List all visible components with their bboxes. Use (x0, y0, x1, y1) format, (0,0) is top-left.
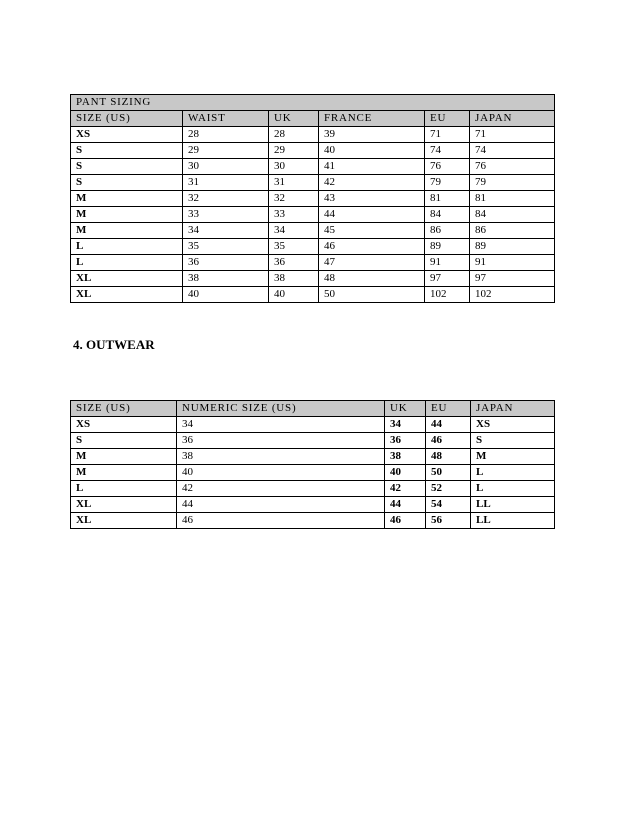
table-cell: L (471, 481, 555, 497)
table-cell: 86 (425, 223, 470, 239)
table-cell: 38 (183, 271, 269, 287)
outwear-section-title: 4. OUTWEAR (73, 337, 155, 352)
table-cell: 79 (470, 175, 555, 191)
table-cell: 38 (385, 449, 426, 465)
table-cell: 44 (426, 417, 471, 433)
table-cell: 71 (470, 127, 555, 143)
table-cell: 40 (385, 465, 426, 481)
pant-header-japan: JAPAN (470, 111, 555, 127)
table-cell: 89 (470, 239, 555, 255)
table-row (71, 287, 555, 303)
table-cell: 74 (470, 143, 555, 159)
table-cell: 46 (319, 239, 425, 255)
table-cell: 76 (425, 159, 470, 175)
table-row (71, 433, 555, 449)
table-cell: 48 (319, 271, 425, 287)
table-row (71, 481, 555, 497)
table-cell: 46 (385, 513, 426, 529)
table-cell: 32 (183, 191, 269, 207)
pant-header-size-us: SIZE (US) (71, 111, 183, 127)
table-cell: 36 (269, 255, 319, 271)
table-cell: 43 (319, 191, 425, 207)
table-cell: M (71, 465, 177, 481)
table-cell: 40 (269, 287, 319, 303)
table-cell: 40 (177, 465, 385, 481)
table-row (71, 497, 555, 513)
table-cell: 44 (177, 497, 385, 513)
table-cell: XL (71, 287, 183, 303)
outwear-header-japan: JAPAN (471, 401, 555, 417)
table-cell: 29 (269, 143, 319, 159)
table-cell: 32 (269, 191, 319, 207)
table-cell: 54 (426, 497, 471, 513)
table-cell: 89 (425, 239, 470, 255)
table-cell: 36 (183, 255, 269, 271)
table-cell: 33 (183, 207, 269, 223)
outwear-table (70, 400, 555, 529)
table-cell: S (471, 433, 555, 449)
table-cell: M (471, 449, 555, 465)
table-cell: 42 (177, 481, 385, 497)
pant-title-row (71, 95, 555, 111)
table-cell: 50 (319, 287, 425, 303)
table-cell: 28 (269, 127, 319, 143)
table-cell: 34 (183, 223, 269, 239)
table-cell: 91 (425, 255, 470, 271)
table-cell: M (71, 191, 183, 207)
table-cell: 39 (319, 127, 425, 143)
table-cell: L (71, 481, 177, 497)
pant-header-france: FRANCE (319, 111, 425, 127)
table-cell: 48 (426, 449, 471, 465)
table-cell: 102 (470, 287, 555, 303)
table-cell: 79 (425, 175, 470, 191)
table-row (71, 417, 555, 433)
table-cell: 30 (183, 159, 269, 175)
table-cell: M (71, 223, 183, 239)
table-cell: 46 (177, 513, 385, 529)
table-cell: 76 (470, 159, 555, 175)
outwear-header-row (71, 401, 555, 417)
table-cell: 36 (385, 433, 426, 449)
table-cell: 31 (183, 175, 269, 191)
table-cell: 38 (177, 449, 385, 465)
table-row (71, 449, 555, 465)
table-cell: 97 (470, 271, 555, 287)
table-cell: L (471, 465, 555, 481)
table-cell: 34 (269, 223, 319, 239)
table-cell: 86 (470, 223, 555, 239)
outwear-header-size-us: SIZE (US) (71, 401, 177, 417)
table-cell: L (71, 239, 183, 255)
pant-header-row (71, 111, 555, 127)
table-cell: LL (471, 497, 555, 513)
table-cell: 84 (470, 207, 555, 223)
table-row (71, 271, 555, 287)
table-cell: XS (71, 127, 183, 143)
table-row (71, 513, 555, 529)
outwear-header-numeric-size: NUMERIC SIZE (US) (177, 401, 385, 417)
table-cell: 36 (177, 433, 385, 449)
table-cell: XS (71, 417, 177, 433)
table-cell: L (71, 255, 183, 271)
table-cell: XL (71, 513, 177, 529)
table-row (71, 127, 555, 143)
table-cell: 29 (183, 143, 269, 159)
outwear-header-eu: EU (426, 401, 471, 417)
table-cell: 44 (385, 497, 426, 513)
pant-sizing-table (70, 94, 555, 303)
table-cell: 34 (385, 417, 426, 433)
table-cell: 28 (183, 127, 269, 143)
table-row (71, 239, 555, 255)
table-cell: S (71, 433, 177, 449)
table-cell: 34 (177, 417, 385, 433)
table-cell: 42 (319, 175, 425, 191)
table-cell: S (71, 143, 183, 159)
table-cell: LL (471, 513, 555, 529)
table-cell: M (71, 207, 183, 223)
table-cell: S (71, 159, 183, 175)
table-cell: 50 (426, 465, 471, 481)
table-cell: 45 (319, 223, 425, 239)
table-cell: 71 (425, 127, 470, 143)
pant-header-eu: EU (425, 111, 470, 127)
table-row (71, 191, 555, 207)
table-cell: XL (71, 271, 183, 287)
pant-sizing-title: PANT SIZING (71, 95, 555, 111)
table-cell: 74 (425, 143, 470, 159)
table-row (71, 255, 555, 271)
table-cell: 42 (385, 481, 426, 497)
table-cell: 46 (426, 433, 471, 449)
table-cell: 41 (319, 159, 425, 175)
table-row (71, 223, 555, 239)
table-row (71, 159, 555, 175)
pant-header-waist: WAIST (183, 111, 269, 127)
pant-header-uk: UK (269, 111, 319, 127)
table-cell: 33 (269, 207, 319, 223)
table-cell: 52 (426, 481, 471, 497)
table-cell: 102 (425, 287, 470, 303)
table-cell: 56 (426, 513, 471, 529)
table-row (71, 175, 555, 191)
table-cell: S (71, 175, 183, 191)
table-cell: 44 (319, 207, 425, 223)
table-row (71, 207, 555, 223)
table-cell: 47 (319, 255, 425, 271)
table-row (71, 143, 555, 159)
table-cell: XS (471, 417, 555, 433)
table-cell: 91 (470, 255, 555, 271)
table-cell: 31 (269, 175, 319, 191)
table-cell: 30 (269, 159, 319, 175)
table-cell: 81 (470, 191, 555, 207)
table-cell: 40 (319, 143, 425, 159)
table-cell: XL (71, 497, 177, 513)
table-cell: 40 (183, 287, 269, 303)
table-cell: M (71, 449, 177, 465)
table-cell: 38 (269, 271, 319, 287)
table-cell: 35 (183, 239, 269, 255)
table-cell: 97 (425, 271, 470, 287)
table-row (71, 465, 555, 481)
table-cell: 81 (425, 191, 470, 207)
outwear-header-uk: UK (385, 401, 426, 417)
table-cell: 35 (269, 239, 319, 255)
table-cell: 84 (425, 207, 470, 223)
